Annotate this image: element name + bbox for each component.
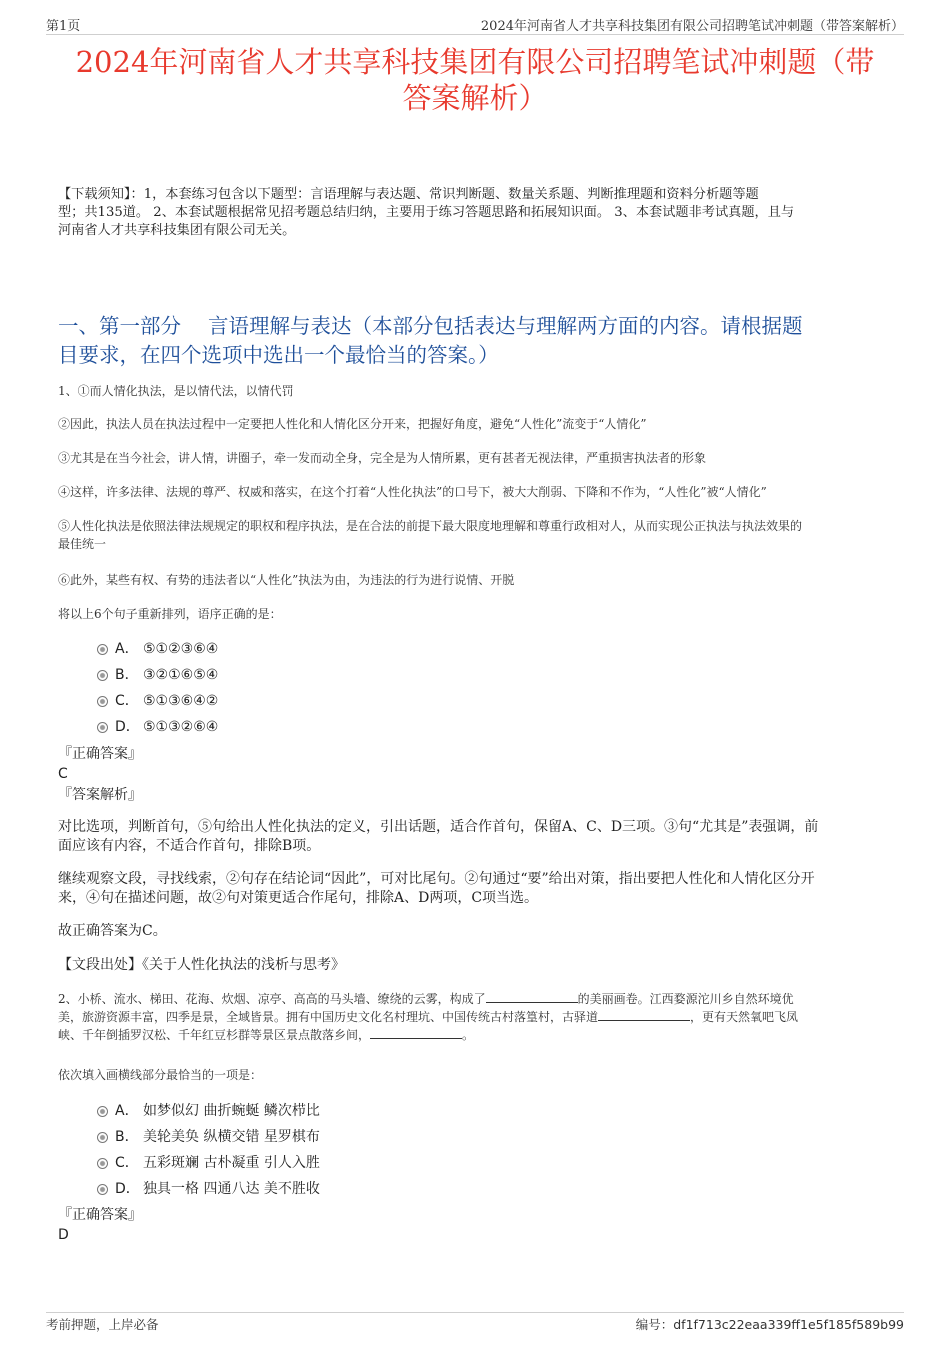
radio-icon[interactable]	[97, 1158, 108, 1169]
option-letter: C．	[115, 693, 139, 709]
radio-icon[interactable]	[97, 644, 108, 655]
q2-text: 2、小桥、流水、梯田、花海、炊烟、凉亭、高高的马头墙、缭绕的云雾，构成了	[58, 992, 486, 1006]
title-line-1: 2024年河南省人才共享科技集团有限公司招聘笔试冲刺题（带	[75, 45, 875, 79]
option-text: ⑤①③⑥④②	[143, 693, 219, 709]
q1-sentence-5-line-2: 最佳统一	[58, 537, 107, 551]
radio-icon[interactable]	[97, 670, 108, 681]
q1-answer: C	[58, 766, 68, 782]
footer-code-label: 编号：	[635, 1317, 674, 1332]
option-letter: A．	[115, 641, 139, 657]
option-text: ⑤①②③⑥④	[143, 641, 219, 657]
option-text: 如梦似幻 曲折蜿蜒 鳞次栉比	[143, 1103, 320, 1119]
q1-option-c[interactable]	[97, 692, 218, 710]
q1-sentence-5-line-1: ⑤人性化执法是依照法律法规规定的职权和程序执法，是在合法的前提下最大限度地理解和尊重行政相对人，从而实现公正执法与执法效果的	[58, 519, 803, 533]
option-text: 独具一格 四通八达 美不胜收	[143, 1181, 320, 1197]
page-number: 第1页	[46, 19, 81, 34]
q2-text: 。	[462, 1028, 475, 1042]
option-letter: C．	[115, 1155, 139, 1171]
page-header	[46, 14, 904, 35]
title-line-2: 答案解析）	[402, 81, 548, 115]
fill-blank-2	[598, 1010, 690, 1021]
section-heading-line-1: 一、第一部分 言语理解与表达（本部分包括表达与理解两方面的内容。请根据题	[58, 314, 803, 338]
q1-sentence-1: 1、①而人情化执法，是以情代法，以情代罚	[58, 384, 294, 398]
q1-option-d[interactable]	[97, 718, 218, 736]
q1-explanation-1-line-1: 对比选项，判断首句，⑤句给出人性化执法的定义，引出话题，适合作首句，保留A、C、D三项。③句“尤其是”表强调，前	[58, 819, 819, 835]
q1-sentence-3: ③尤其是在当今社会，讲人情，讲圈子，牵一发而动全身，完全是为人情所累，更有甚者无视法律，严重损害执法者的形象	[58, 451, 707, 465]
q1-prompt: 将以上6个句子重新排列，语序正确的是：	[58, 607, 282, 621]
q1-option-a[interactable]	[97, 640, 218, 658]
option-letter: D．	[115, 719, 140, 735]
q1-answer-label: 『正确答案』	[58, 746, 142, 762]
footer-code-value: df1f713c22eaa339ff1e5f185f589b99	[673, 1317, 904, 1332]
option-text: ③②①⑥⑤④	[143, 667, 219, 683]
q2-stem	[58, 990, 892, 1044]
option-letter: B．	[115, 667, 139, 683]
q2-answer: D	[58, 1227, 69, 1243]
option-letter: D．	[115, 1181, 140, 1197]
fill-blank-1	[486, 992, 578, 1003]
fill-blank-3	[370, 1028, 462, 1039]
q2-stem-line-1	[58, 990, 892, 1008]
q2-stem-line-3	[58, 1026, 892, 1044]
q1-explanation-2	[58, 870, 890, 907]
q2-option-b[interactable]	[97, 1128, 320, 1146]
q2-answer-label: 『正确答案』	[58, 1207, 142, 1223]
q2-text: ，更有天然氧吧飞凤	[690, 1010, 799, 1024]
option-text: 美轮美奂 纵横交错 星罗棋布	[143, 1129, 320, 1145]
footer-slogan: 考前押题，上岸必备	[46, 1317, 159, 1332]
radio-icon[interactable]	[97, 696, 108, 707]
q1-analysis-label: 『答案解析』	[58, 787, 142, 803]
q2-stem-line-2	[58, 1008, 892, 1026]
q2-text: 峡、千年倒插罗汉松、千年红豆杉群等景区景点散落乡间，	[58, 1028, 371, 1042]
notice-line-2: 型；共135道。 2、本套试题根据常见招考题总结归纳，主要用于练习答题思路和拓展知识面。 3、本套试题非考试真题，且与	[58, 205, 795, 220]
q2-prompt: 依次填入画横线部分最恰当的一项是：	[58, 1068, 263, 1082]
q1-conclusion: 故正确答案为C。	[58, 923, 167, 939]
radio-icon[interactable]	[97, 722, 108, 733]
q2-option-a[interactable]	[97, 1102, 320, 1120]
download-notice	[58, 186, 900, 240]
option-text: 五彩斑斓 古朴凝重 引人入胜	[143, 1155, 320, 1171]
radio-icon[interactable]	[97, 1106, 108, 1117]
option-letter: B．	[115, 1129, 139, 1145]
page-footer	[46, 1312, 904, 1331]
section-heading-line-2: 目要求，在四个选项中选出一个最恰当的答案。）	[58, 343, 499, 367]
radio-icon[interactable]	[97, 1184, 108, 1195]
q2-text: 美，旅游资源丰富，四季是景，全域皆景。拥有中国历史文化名村理坑、中国传统古村落篁村，古驿道	[58, 1010, 599, 1024]
notice-line-1: 【下载须知】：1，本套练习包含以下题型：言语理解与表达题、常识判断题、数量关系题、判断推理题和资料分析题等题	[58, 187, 759, 202]
q1-sentence-6: ⑥此外，某些有权、有势的违法者以“人性化”执法为由，为违法的行为进行说情、开脱	[58, 573, 515, 587]
q2-option-d[interactable]	[97, 1180, 320, 1198]
notice-line-3: 河南省人才共享科技集团有限公司无关。	[58, 223, 296, 238]
q1-explanation-2-line-1: 继续观察文段，寻找线索，②句存在结论词“因此”，可对比尾句。②句通过“要”给出对策，指出要把人性化和人情化区分开	[58, 871, 815, 887]
radio-icon[interactable]	[97, 1132, 108, 1143]
q2-text: 的美丽画卷。江西婺源沱川乡自然环境优	[577, 992, 794, 1006]
q1-source: 【文段出处】《关于人性化执法的浅析与思考》	[58, 957, 345, 973]
q1-explanation-1	[58, 818, 890, 855]
q1-explanation-1-line-2: 面应该有内容，不适合作首句，排除B项。	[58, 837, 321, 854]
q2-option-c[interactable]	[97, 1154, 320, 1172]
q1-sentence-2: ②因此，执法人员在执法过程中一定要把人性化和人情化区分开来，把握好角度，避免“人性化”流变于“人情化”	[58, 417, 647, 431]
q1-sentence-5	[58, 517, 892, 553]
option-letter: A．	[115, 1103, 139, 1119]
section-heading	[58, 312, 904, 370]
q1-explanation-2-line-2: 来，④句在描述问题，故②句对策更适合作尾句，排除A、D两项，C项当选。	[58, 889, 539, 906]
q1-sentence-4: ④这样，许多法律、法规的尊严、权威和落实，在这个打着“人性化执法”的口号下，被大大削弱、下降和不作为，“人性化”被“人情化”	[58, 485, 767, 499]
option-text: ⑤①③②⑥④	[143, 719, 219, 735]
document-title	[40, 44, 910, 116]
footer-code	[636, 1315, 904, 1333]
q1-option-b[interactable]	[97, 666, 218, 684]
header-doc-title: 2024年河南省人才共享科技集团有限公司招聘笔试冲刺题（带答案解析）	[480, 19, 904, 34]
